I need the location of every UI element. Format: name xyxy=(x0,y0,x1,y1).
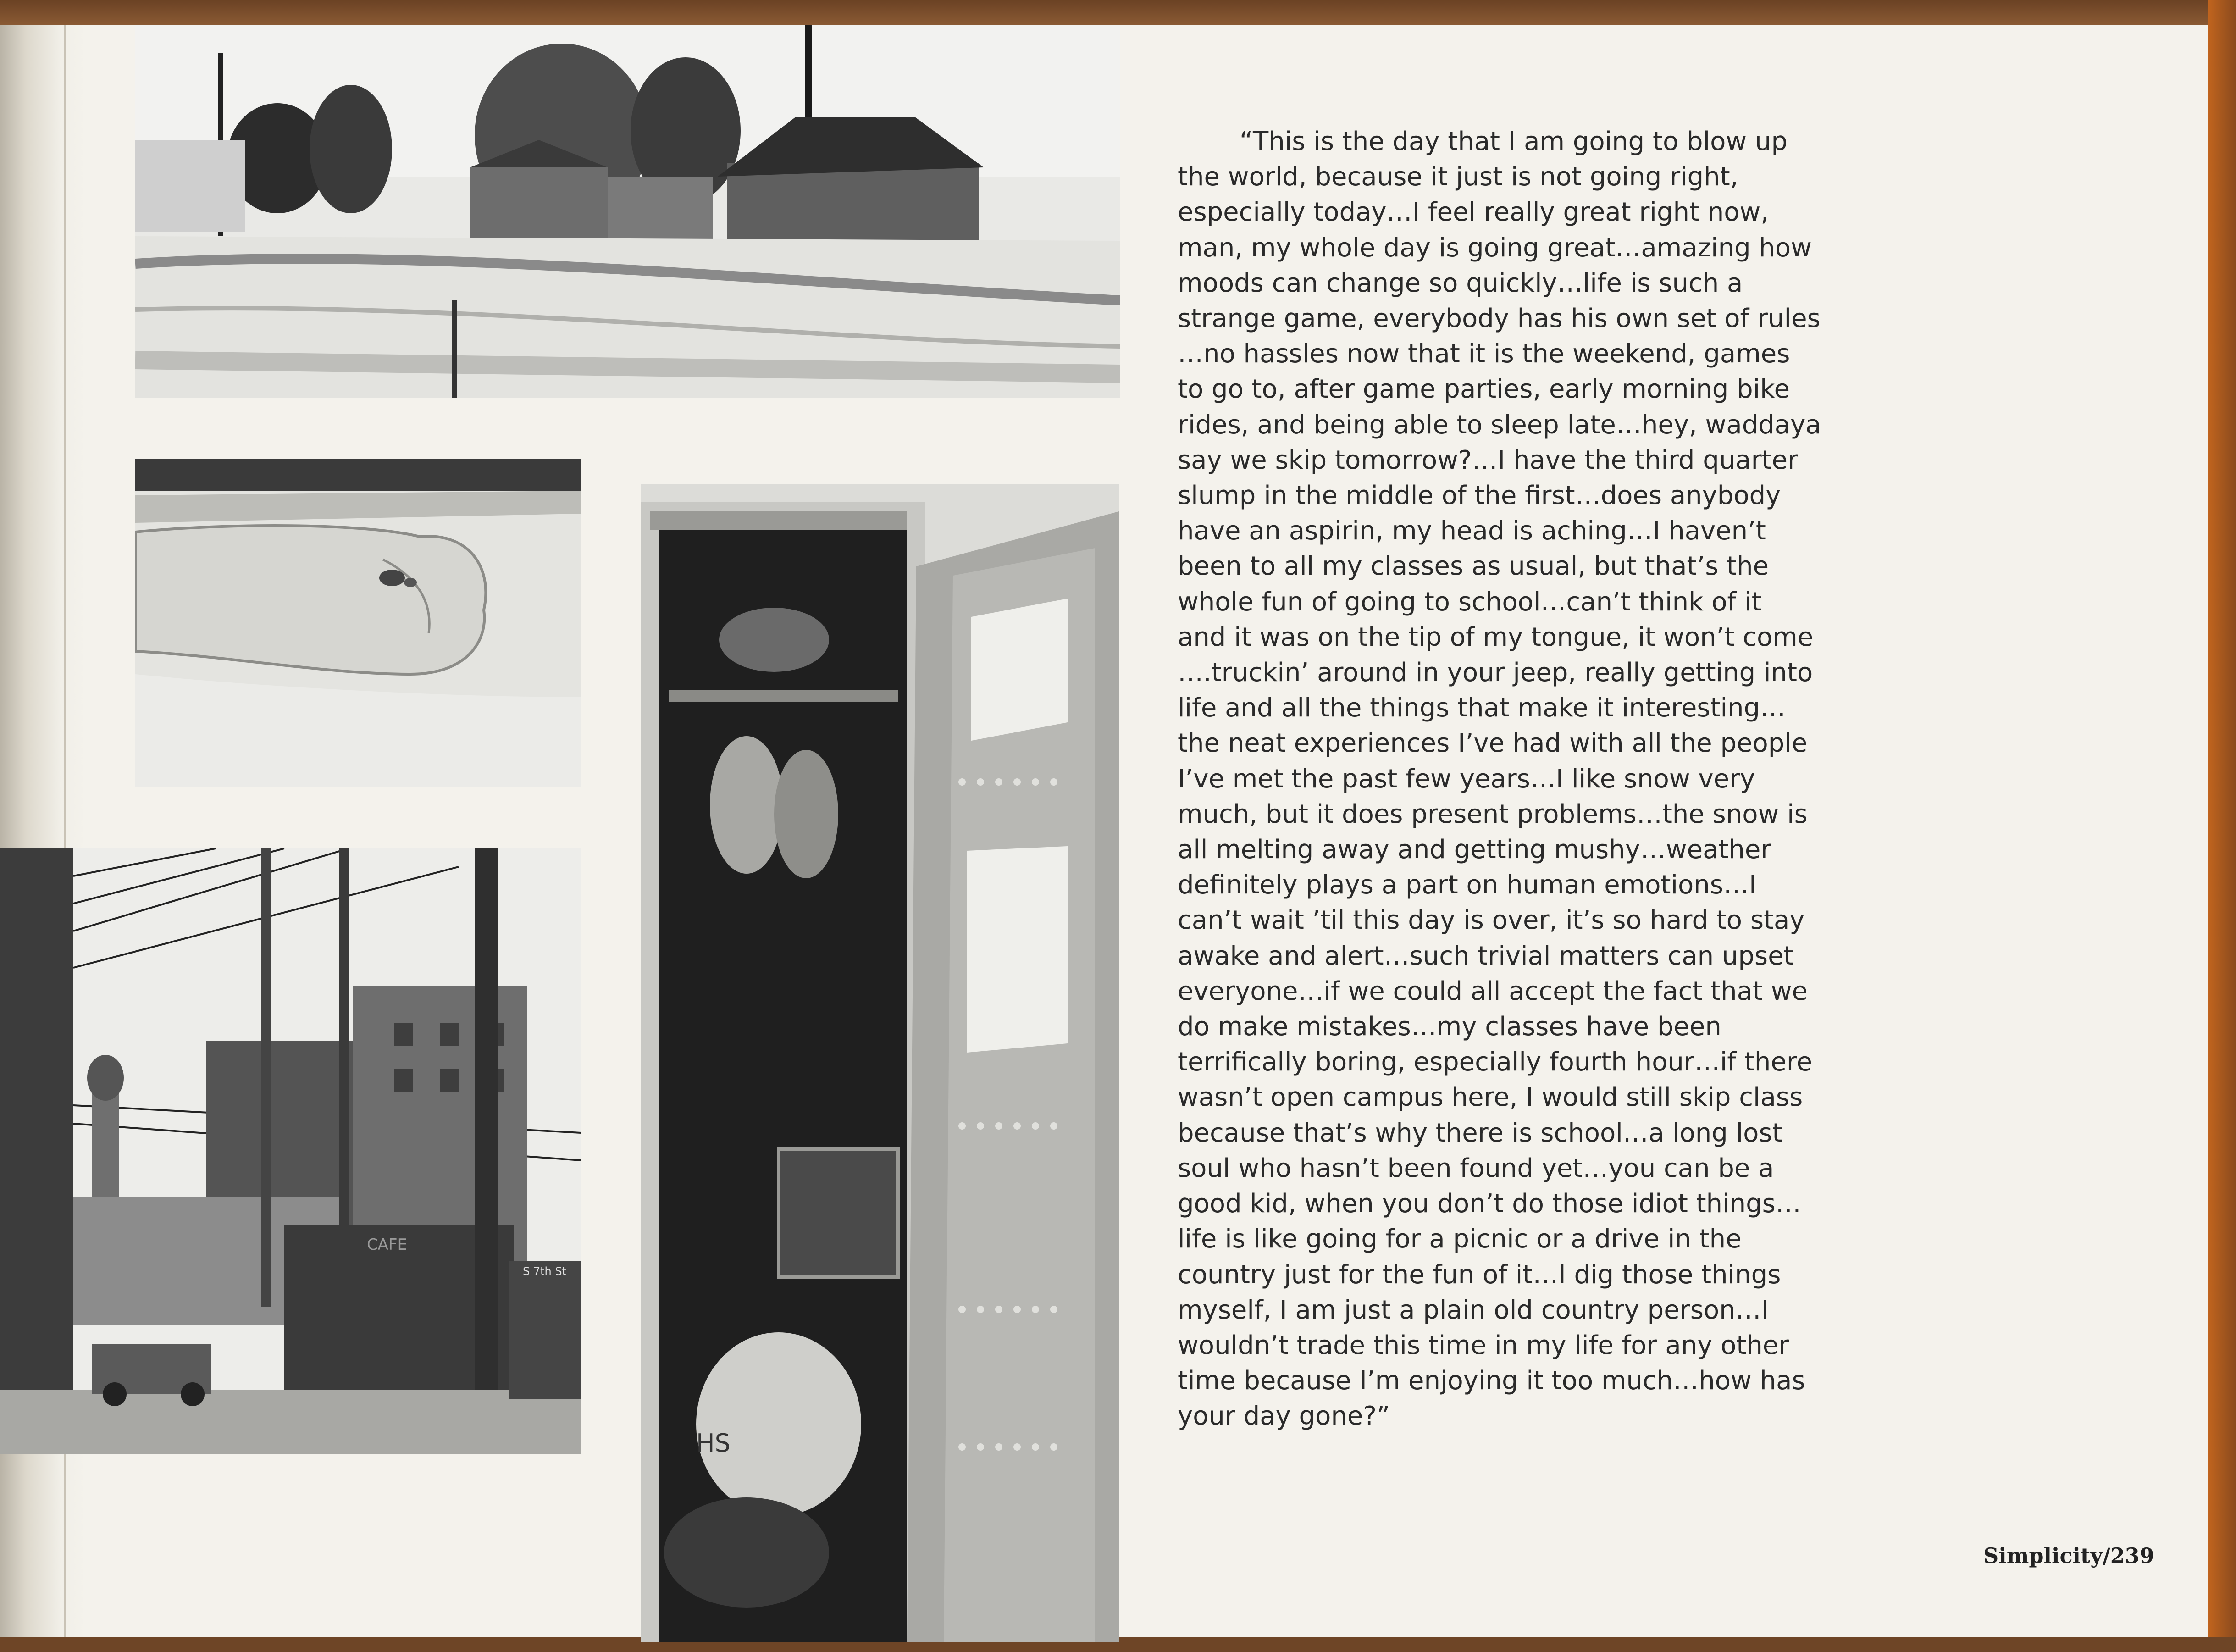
essay-line: country just for the fun of it…I dig those things xyxy=(1178,1259,1781,1290)
essay-line: good kid, when you don’t do those idiot things… xyxy=(1178,1189,1801,1219)
essay-line: especially today…I feel really great right now, xyxy=(1178,197,1769,227)
essay-line: man, my whole day is going great…amazing how xyxy=(1178,233,1812,263)
essay-line: because that’s why there is school…a long lost xyxy=(1178,1118,1782,1148)
farm-photo-image xyxy=(135,25,1120,398)
essay-line: life and all the things that make it interesting… xyxy=(1178,693,1786,723)
fist-photo-image xyxy=(135,459,581,787)
essay-line: soul who hasn’t been found yet…you can be a xyxy=(1178,1153,1774,1183)
essay-line: terrifically boring, especially fourth hour…if there xyxy=(1178,1047,1813,1077)
city-photo-image xyxy=(0,848,581,1454)
yearbook-page xyxy=(0,25,2208,1637)
essay-line: the neat experiences I’ve had with all the people xyxy=(1178,728,1808,759)
page-folio: Simplicity/239 xyxy=(1983,1543,2154,1568)
essay-line: “This is the day that I am going to blow up xyxy=(1240,127,1788,156)
essay-line: awake and alert…such trivial matters can upset xyxy=(1178,941,1794,971)
locker-photo xyxy=(641,484,1119,1642)
essay-line: …no hassles now that it is the weekend, games xyxy=(1178,339,1790,369)
farm-photo xyxy=(135,25,1120,398)
street-sign-text: S 7th St xyxy=(523,1265,567,1278)
book-cover-right-edge xyxy=(2208,0,2236,1652)
essay-line: can’t wait ’til this day is over, it’s so hard to stay xyxy=(1178,905,1805,936)
essay-line: do make mistakes…my classes have been xyxy=(1178,1012,1721,1042)
essay-line: and it was on the tip of my tongue, it won’t come xyxy=(1178,622,1814,652)
essay-line: much, but it does present problems…the snow is xyxy=(1178,799,1808,829)
locker-photo-image xyxy=(641,484,1119,1642)
fist-photo xyxy=(135,459,581,787)
essay-line: everyone…if we could all accept the fact that we xyxy=(1178,976,1808,1006)
city-photo xyxy=(0,848,581,1454)
essay-line: life is like going for a picnic or a drive in the xyxy=(1178,1224,1742,1254)
essay-line: myself, I am just a plain old country person…I xyxy=(1178,1295,1769,1325)
locker-bag-letters: HS xyxy=(696,1429,731,1458)
essay-line: slump in the middle of the first…does anybody xyxy=(1178,481,1781,511)
essay-line: time because I’m enjoying it too much…how has xyxy=(1178,1366,1805,1396)
essay-line: rides, and being able to sleep late…hey, waddaya xyxy=(1178,410,1821,440)
essay-line: I’ve met the past few years…I like snow very xyxy=(1178,764,1755,794)
essay-text xyxy=(1178,124,1911,1434)
essay-line: the world, because it just is not going right, xyxy=(1178,162,1738,192)
cafe-sign-text: CAFE xyxy=(367,1236,408,1254)
essay-line: strange game, everybody has his own set of rules xyxy=(1178,304,1821,334)
book-cover-top-edge xyxy=(0,0,2236,25)
essay-line: have an aspirin, my head is aching…I haven’t xyxy=(1178,516,1766,546)
essay-line: definitely plays a part on human emotions…I xyxy=(1178,870,1757,900)
essay-line: to go to, after game parties, early morning bike xyxy=(1178,374,1790,405)
essay-line: your day gone?” xyxy=(1178,1401,1390,1431)
essay-line: ….truckin’ around in your jeep, really getting into xyxy=(1178,658,1813,688)
essay-line: wouldn’t trade this time in my life for any other xyxy=(1178,1330,1789,1360)
essay-line: been to all my classes as usual, but that’s the xyxy=(1178,551,1769,582)
essay-line: whole fun of going to school…can’t think of it xyxy=(1178,587,1762,617)
essay-line: say we skip tomorrow?…I have the third quarter xyxy=(1178,445,1799,475)
essay-line: moods can change so quickly…life is such a xyxy=(1178,268,1743,298)
essay-line: all melting away and getting mushy…weather xyxy=(1178,835,1771,865)
essay-line: wasn’t open campus here, I would still skip class xyxy=(1178,1082,1803,1113)
